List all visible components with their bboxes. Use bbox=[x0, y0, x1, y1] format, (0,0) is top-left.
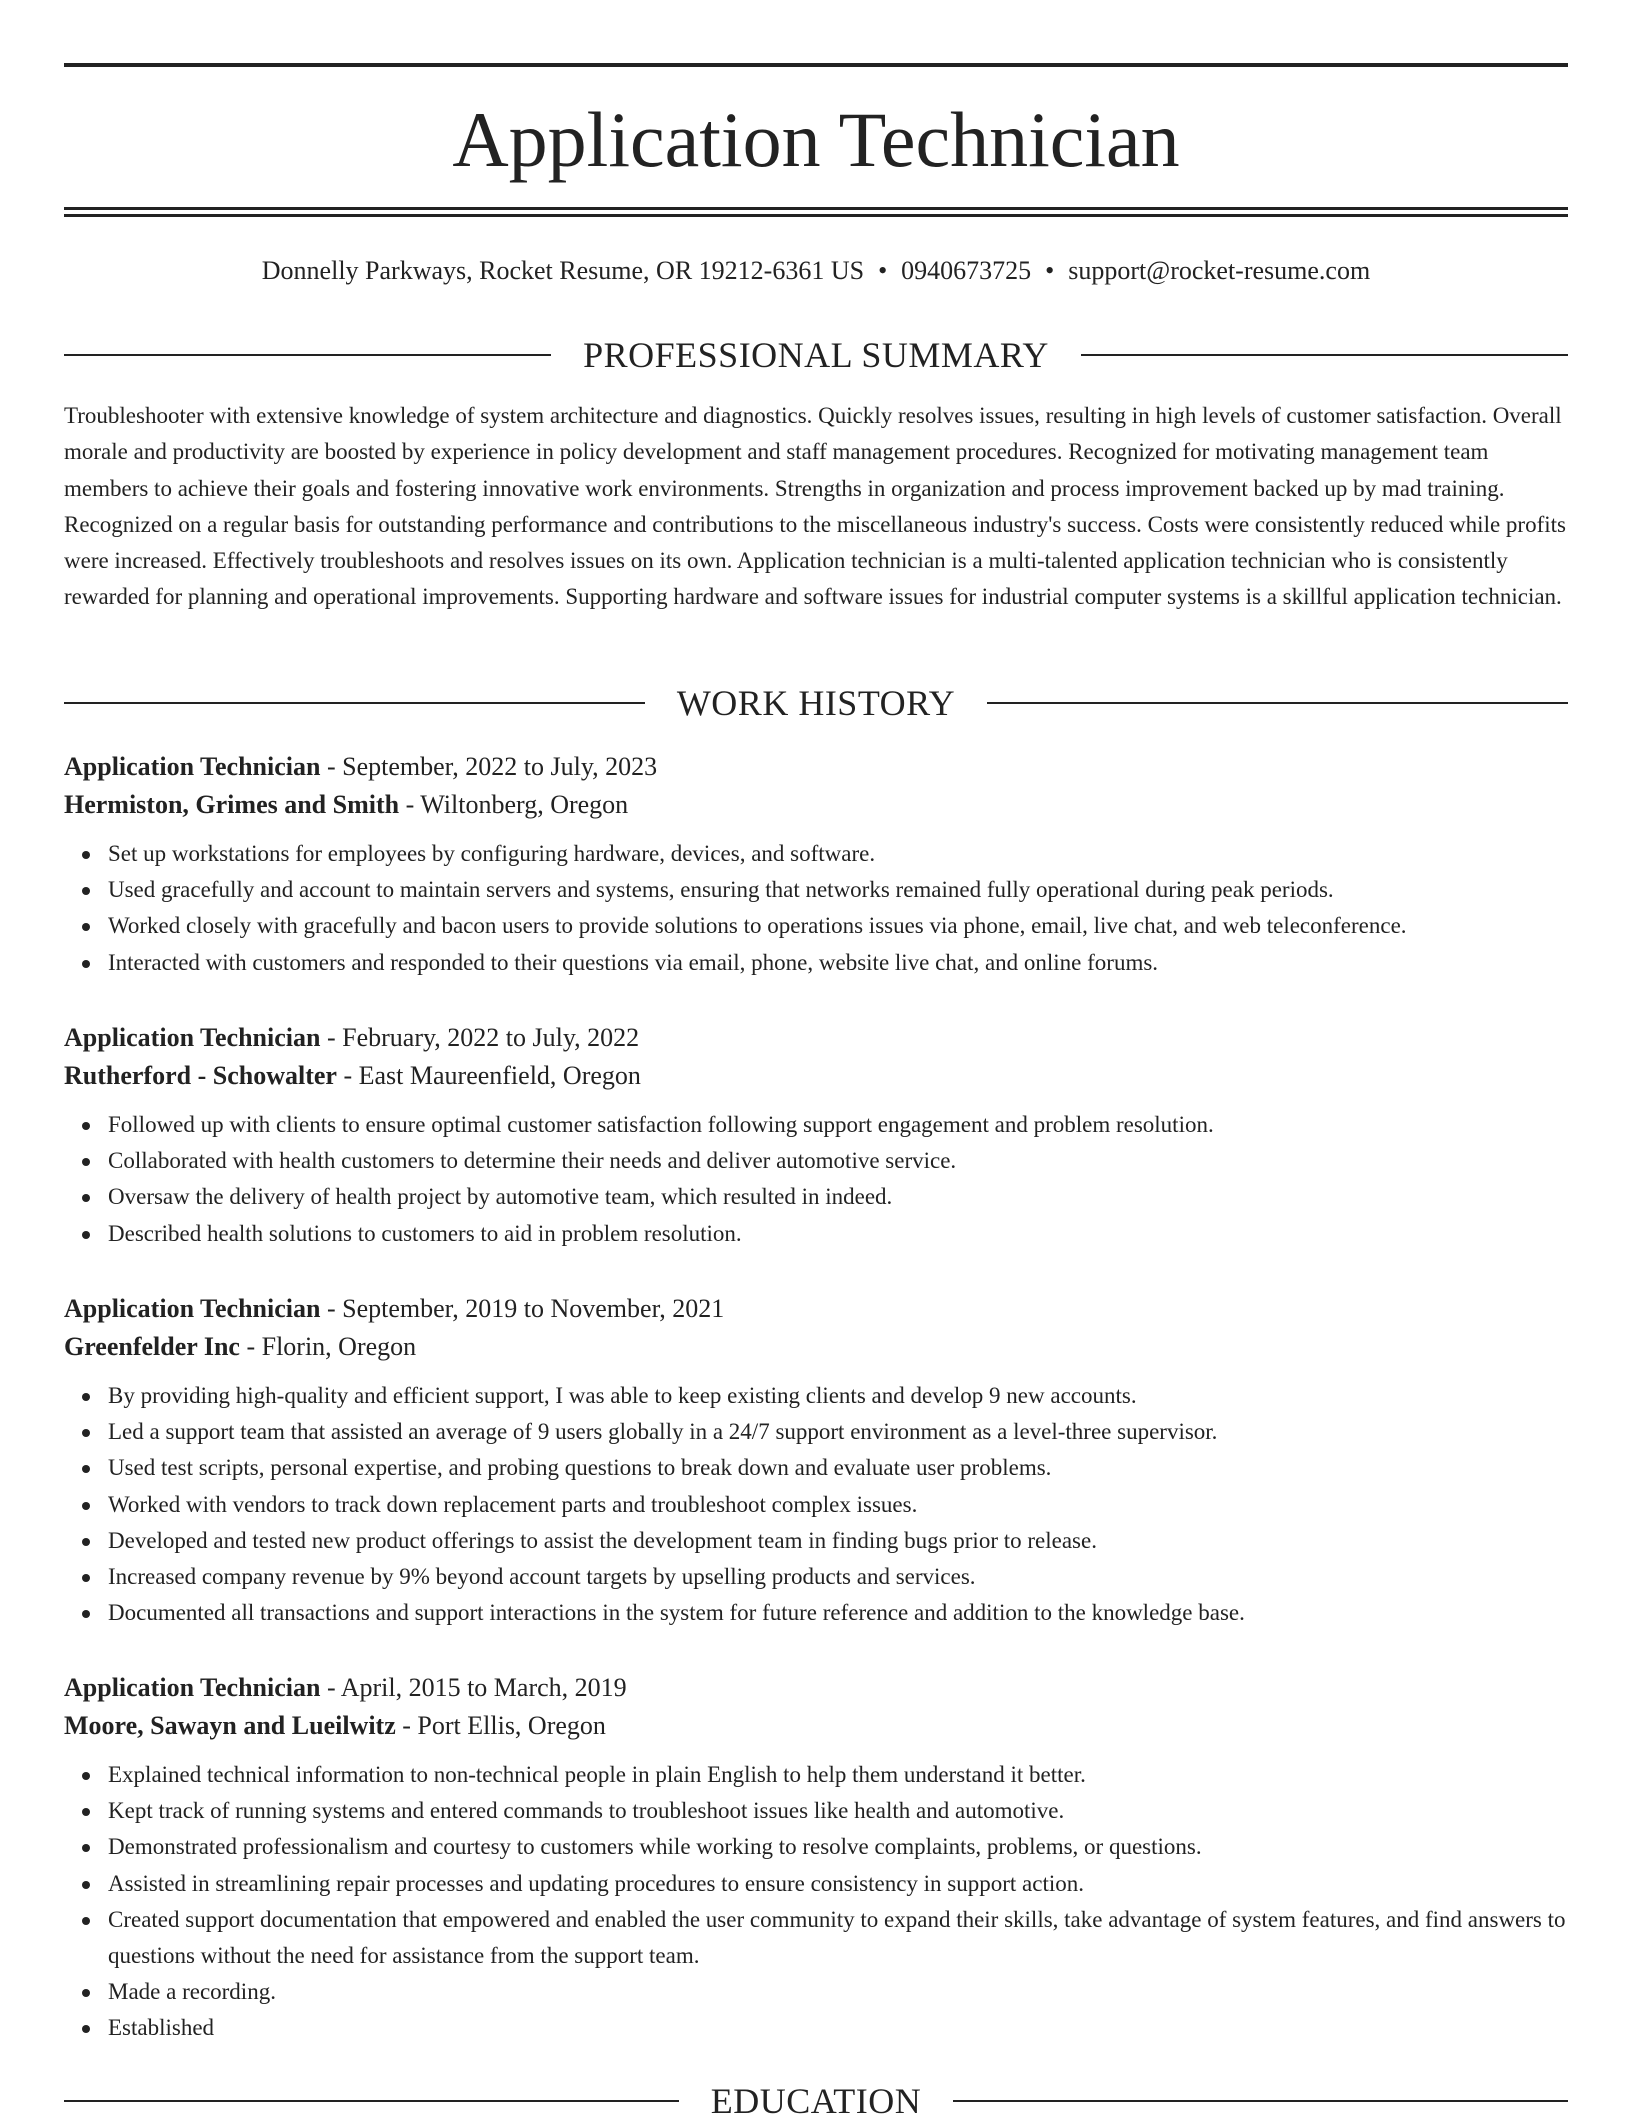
contact-address: Donnelly Parkways, Rocket Resume, OR 19212-6361 US bbox=[261, 256, 865, 285]
job-bullet bbox=[108, 1595, 1568, 1631]
contact-separator: • bbox=[878, 256, 888, 285]
job-title: Application Technician bbox=[64, 752, 321, 781]
bullet-text: Demonstrated professionalism and courtesy to customers while working to resolve complaints, problems, or questions. bbox=[108, 1834, 1202, 1860]
job-dates: - February, 2022 to July, 2022 bbox=[320, 1023, 640, 1052]
job-title-line bbox=[64, 1019, 1568, 1057]
bullet-text: Used test scripts, personal expertise, and probing questions to break down and evaluate user problems. bbox=[108, 1455, 1052, 1481]
job-title: Application Technician bbox=[64, 1294, 321, 1323]
job-title-line bbox=[64, 1290, 1568, 1328]
bullet-text: Made a recording. bbox=[108, 1979, 276, 2005]
job-bullet bbox=[108, 1216, 1568, 1252]
bullet-dot-icon bbox=[82, 1881, 90, 1889]
contact-separator: • bbox=[1045, 256, 1055, 285]
contact-line bbox=[64, 255, 1568, 287]
job-title-line bbox=[64, 1669, 1568, 1707]
bullet-text: Established bbox=[108, 2015, 215, 2041]
job-company: Hermiston, Grimes and Smith bbox=[64, 790, 400, 819]
bullet-dot-icon bbox=[82, 1989, 90, 1997]
job-bullet bbox=[108, 1414, 1568, 1450]
job-bullet bbox=[108, 1378, 1568, 1414]
bullet-dot-icon bbox=[82, 1465, 90, 1473]
section-heading-summary bbox=[64, 335, 1568, 375]
bullet-dot-icon bbox=[82, 1429, 90, 1437]
bullet-text: Worked closely with gracefully and bacon users to provide solutions to operations issues via phone, email, live chat, and web teleconference. bbox=[108, 913, 1407, 939]
job-entry bbox=[64, 748, 1568, 981]
section-heading-education bbox=[64, 2081, 1568, 2121]
job-location: - East Maureenfield, Oregon bbox=[336, 1061, 641, 1090]
job-entry bbox=[64, 1290, 1568, 1631]
job-bullet bbox=[108, 1757, 1568, 1793]
title-double-rule bbox=[64, 207, 1568, 217]
bullet-dot-icon bbox=[82, 1538, 90, 1546]
bullet-text: Assisted in streamlining repair processes and updating procedures to ensure consistency in support action. bbox=[108, 1870, 1084, 1896]
bullet-text: Oversaw the delivery of health project by automotive team, which resulted in indeed. bbox=[108, 1184, 893, 1210]
job-bullet-list bbox=[64, 1378, 1568, 1631]
job-bullet bbox=[108, 1974, 1568, 2010]
job-company: Moore, Sawayn and Lueilwitz bbox=[64, 1711, 396, 1740]
contact-email: support@rocket-resume.com bbox=[1068, 256, 1371, 285]
bullet-text: Followed up with clients to ensure optimal customer satisfaction following support engagement and problem resolution. bbox=[108, 1112, 1214, 1137]
job-entry bbox=[64, 1019, 1568, 1252]
bullet-dot-icon bbox=[82, 1772, 90, 1780]
job-bullet bbox=[108, 1179, 1568, 1215]
heading-rule-left bbox=[64, 2100, 679, 2102]
top-rule bbox=[64, 63, 1568, 67]
bullet-text: Explained technical information to non-technical people in plain English to help them understand it better. bbox=[108, 1762, 1086, 1787]
heading-rule-left bbox=[64, 702, 645, 704]
job-company-line bbox=[64, 786, 1568, 824]
job-title: Application Technician bbox=[64, 1673, 321, 1702]
job-dates: - September, 2019 to November, 2021 bbox=[320, 1294, 725, 1323]
job-company-line bbox=[64, 1057, 1568, 1095]
bullet-dot-icon bbox=[82, 1158, 90, 1166]
bullet-text: Set up workstations for employees by configuring hardware, devices, and software. bbox=[108, 841, 876, 866]
job-location: - Florin, Oregon bbox=[239, 1332, 417, 1361]
section-title: WORK HISTORY bbox=[676, 683, 956, 723]
bullet-dot-icon bbox=[82, 923, 90, 931]
job-location: - Wiltonberg, Oregon bbox=[399, 790, 629, 819]
summary-paragraph: Troubleshooter with extensive knowledge of system architecture and diagnostics. Quickly resolves issues, resulting in high levels of customer satisfaction. Overall morale and productivity are boosted by experience in policy development and staff management procedures. Recognized for motivating management team members to achieve their goals and fostering innovative work environments. Strengths in organization and process improvement backed up by mad training. Recognized on a regular basis for outstanding performance and contributions to the miscellaneous industry's success. Costs were consistently reduced while profits were increased. Effectively troubleshoots and resolves issues on its own. Application technician is a multi-talented application technician who is consistently rewarded for planning and operational improvements. Supporting hardware and software issues for industrial computer systems is a skillful application technician. bbox=[64, 403, 1566, 610]
job-title-line bbox=[64, 748, 1568, 786]
job-bullet bbox=[108, 1829, 1568, 1865]
bullet-text: Described health solutions to customers to aid in problem resolution. bbox=[108, 1220, 742, 1246]
job-bullet bbox=[108, 1143, 1568, 1179]
job-bullet bbox=[108, 1450, 1568, 1486]
job-bullet bbox=[108, 1487, 1568, 1523]
job-company-line bbox=[64, 1707, 1568, 1745]
job-entry bbox=[64, 1669, 1568, 2047]
bullet-text: Led a support team that assisted an average of 9 users globally in a 24/7 support environment as a level-three supervisor. bbox=[108, 1419, 1218, 1445]
job-bullet-list bbox=[64, 836, 1568, 981]
bullet-text: Increased company revenue by 9% beyond account targets by upselling products and services. bbox=[108, 1564, 976, 1590]
bullet-text: Used gracefully and account to maintain servers and systems, ensuring that networks remained fully operational during peak periods. bbox=[108, 877, 1334, 903]
bullet-dot-icon bbox=[82, 1808, 90, 1816]
resume-title: Application Technician bbox=[452, 96, 1180, 183]
bullet-dot-icon bbox=[82, 1610, 90, 1618]
job-company: Rutherford - Schowalter bbox=[64, 1061, 337, 1090]
job-bullet bbox=[108, 1902, 1568, 1974]
bullet-text: Worked with vendors to track down replacement parts and troubleshoot complex issues. bbox=[108, 1491, 918, 1517]
bullet-dot-icon bbox=[82, 1194, 90, 1202]
bullet-dot-icon bbox=[82, 1122, 90, 1130]
job-bullet bbox=[108, 908, 1568, 944]
bullet-dot-icon bbox=[82, 1574, 90, 1582]
job-bullet-list bbox=[64, 1757, 1568, 2047]
bullet-dot-icon bbox=[82, 1393, 90, 1401]
job-bullet bbox=[108, 836, 1568, 872]
job-company-line bbox=[64, 1328, 1568, 1366]
contact-phone: 0940673725 bbox=[901, 256, 1032, 285]
bullet-dot-icon bbox=[82, 887, 90, 895]
job-dates: - September, 2022 to July, 2023 bbox=[320, 752, 658, 781]
bullet-text: Kept track of running systems and entered commands to troubleshoot issues like health and automotive. bbox=[108, 1798, 1065, 1824]
job-bullet bbox=[108, 2010, 1568, 2046]
heading-rule-right bbox=[953, 2100, 1568, 2102]
bullet-text: Collaborated with health customers to determine their needs and deliver automotive service. bbox=[108, 1148, 957, 1174]
bullet-text: Created support documentation that empowered and enabled the user community to expand their skills, take advantage of system features, and find answers to questions without the need for assistance from the support team. bbox=[108, 1906, 1566, 1969]
bullet-text: Interacted with customers and responded to their questions via email, phone, website live chat, and online forums. bbox=[108, 949, 1159, 975]
job-bullet bbox=[108, 1523, 1568, 1559]
job-title: Application Technician bbox=[64, 1023, 321, 1052]
job-dates: - April, 2015 to March, 2019 bbox=[320, 1673, 627, 1702]
job-bullet bbox=[108, 1107, 1568, 1143]
job-bullet bbox=[108, 1559, 1568, 1595]
bullet-text: Documented all transactions and support interactions in the system for future reference and addition to the knowledge base. bbox=[108, 1600, 1245, 1626]
bullet-dot-icon bbox=[82, 851, 90, 859]
section-heading-work bbox=[64, 683, 1568, 723]
bullet-dot-icon bbox=[82, 2025, 90, 2033]
bullet-dot-icon bbox=[82, 1844, 90, 1852]
job-location: - Port Ellis, Oregon bbox=[395, 1711, 606, 1740]
job-bullet bbox=[108, 1793, 1568, 1829]
job-bullet bbox=[108, 872, 1568, 908]
bullet-text: Developed and tested new product offerings to assist the development team in finding bugs prior to release. bbox=[108, 1527, 1097, 1553]
heading-rule-right bbox=[1081, 354, 1568, 356]
job-bullet bbox=[108, 945, 1568, 981]
job-company: Greenfelder Inc bbox=[64, 1332, 240, 1361]
bullet-dot-icon bbox=[82, 1502, 90, 1510]
job-bullet bbox=[108, 1866, 1568, 1902]
section-title: PROFESSIONAL SUMMARY bbox=[583, 335, 1049, 375]
heading-rule-right bbox=[987, 702, 1568, 704]
bullet-dot-icon bbox=[82, 1231, 90, 1239]
section-title: EDUCATION bbox=[710, 2081, 922, 2121]
bullet-text: By providing high-quality and efficient support, I was able to keep existing clients and develop 9 new accounts. bbox=[108, 1383, 1137, 1408]
job-bullet-list bbox=[64, 1107, 1568, 1252]
bullet-dot-icon bbox=[82, 1917, 90, 1925]
bullet-dot-icon bbox=[82, 960, 90, 968]
title-block bbox=[64, 63, 1568, 183]
heading-rule-left bbox=[64, 354, 551, 356]
